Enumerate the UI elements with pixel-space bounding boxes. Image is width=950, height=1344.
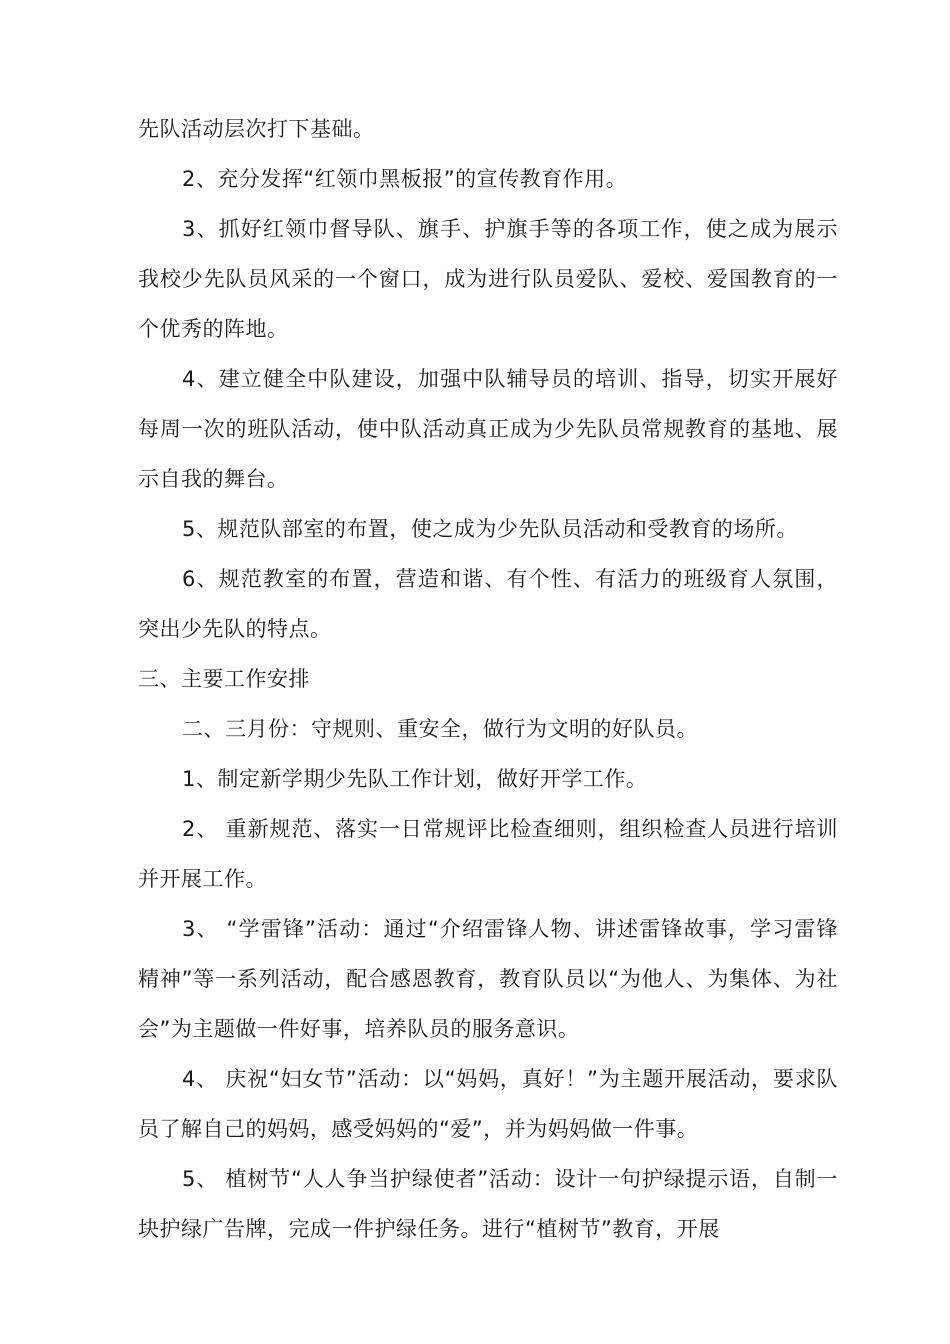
month-heading: 二、三月份：守规则、重安全，做行为文明的好队员。 <box>182 717 698 741</box>
paragraph-item-4: 4、建立健全中队建设，加强中队辅导员的培训、指导，切实开展好每周一次的班队活动，使中队活动真正成为少先队员常规教育的基地、展示自我的舞台。 <box>138 367 838 491</box>
task-item-3: 3、 “学雷锋”活动：通过“介绍雷锋人物、讲述雷锋故事，学习雷锋精神”等一系列活动，配合感恩教育，教育队员以“为他人、为集体、为社会”为主题做一件好事，培养队员的服务意识。 <box>138 917 838 1041</box>
paragraph-item-5: 5、规范队部室的布置，使之成为少先队员活动和受教育的场所。 <box>182 517 798 541</box>
paragraph-item-3: 3、抓好红领巾督导队、旗手、护旗手等的各项工作，使之成为展示我校少先队员风采的一个窗口，成为进行队员爱队、爱校、爱国教育的一个优秀的阵地。 <box>138 217 838 341</box>
paragraph-item-6: 6、规范教室的布置，营造和谐、有个性、有活力的班级育人氛围，突出少先队的特点。 <box>138 567 838 641</box>
paragraph-continuation: 先队活动层次打下基础。 <box>138 117 375 141</box>
task-item-1: 1、制定新学期少先队工作计划，做好开学工作。 <box>182 767 648 791</box>
task-item-2: 2、 重新规范、落实一日常规评比检查细则，组织检查人员进行培训并开展工作。 <box>138 817 838 891</box>
task-item-5: 5、 植树节“人人争当护绿使者”活动：设计一句护绿提示语，自制一块护绿广告牌，完成一件护绿任务。进行“植树节”教育，开展 <box>138 1167 838 1241</box>
document-body <box>138 104 838 1254</box>
section-heading: 三、主要工作安排 <box>138 667 310 691</box>
paragraph-item-2: 2、充分发挥“红领巾黑板报”的宣传教育作用。 <box>182 167 628 191</box>
task-item-4: 4、 庆祝“妇女节”活动：以“妈妈，真好！”为主题开展活动，要求队员了解自己的妈妈，感受妈妈的“爱”，并为妈妈做一件事。 <box>138 1067 838 1141</box>
